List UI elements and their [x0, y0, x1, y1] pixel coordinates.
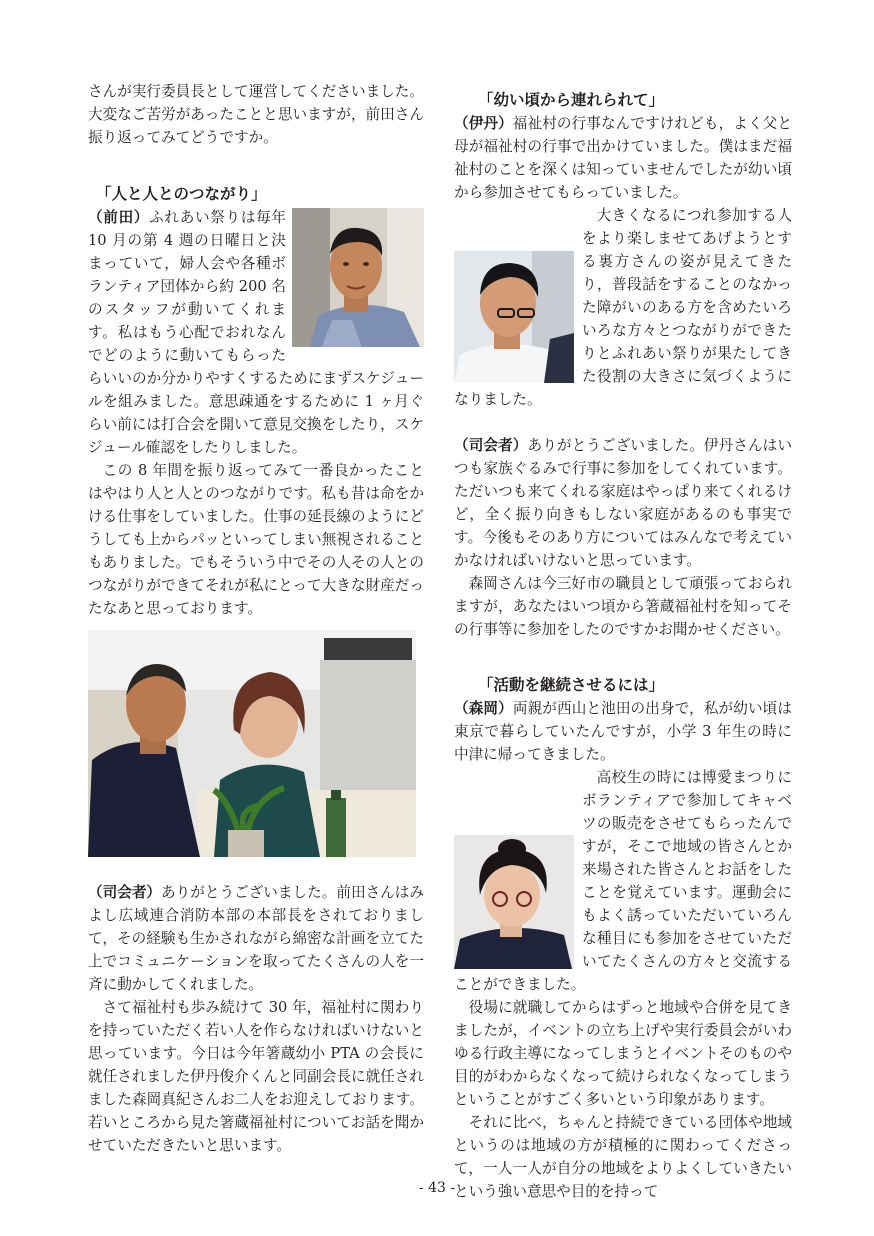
morioka-paragraph-1: （森岡）両親が西山と池田の出身で，私が幼い頃は東京で暮らしていたんですが，小学 3 年生の時に中津に帰ってきました。	[454, 700, 792, 763]
heading-connection: 「人と人とのつながり」	[96, 185, 267, 203]
morioka-paragraph-4: それに比べ，ちゃんと持続できている団体や地域というのは地域の方が積極的に関わってくださって，一人一人が自分の地域をよりよくしていきたいという強い意思や目的を持って	[454, 1114, 792, 1200]
maeda-paragraph-1: （前田）ふれあい祭りは毎年 10 月の第 4 週の日曜日と決まっていて，婦人会や各種ボランティア団体から約 200 名のスタッフが動いてくれます。私はもう心配でおれなんでどのように動いてもらったらいいのか分かりやすくするためにまずスケジュールを組みました。意思疎通をするために 1 ヶ月ぐらい前には打合会を開いて意見交換をしたり，スケジュール確認をしたりしました。	[88, 209, 424, 456]
right-column	[454, 80, 792, 1203]
mc-paragraph-1: （司会者）ありがとうございました。前田さんはみよし広域連合消防本部の本部長をされておりまして，その経験も生かされながら綿密な計画を立てた上でコミュニケーションを取ってたくさんの人を一斉に動かしてくれました。	[88, 884, 424, 993]
mc-right-paragraph-2: 森岡さんは今三好市の職員として頑張っておられますが，あなたはいつ頃から箸蔵福祉村を知ってその行事等に参加をしたのですかお聞かせください。	[454, 575, 792, 638]
morioka-paragraph-2: 高校生の時には博愛まつりにボランティアで参加してキャベツの販売をさせてもらったんですが，そこで地域の皆さんとか来場された皆さんとお話をしたことを覚えています。運動会にもよく誘っていただいていろんな種目にも参加をさせていただいてたくさんの方々と交流することができました。	[454, 769, 792, 993]
group-photo	[88, 630, 416, 857]
page-number: - 43 -	[418, 1180, 456, 1196]
heading-childhood: 「幼い頃から連れられて」	[478, 91, 665, 109]
itami-paragraph-2: 大きくなるにつれ参加する人をより楽しませてあげようとする裏方さんの姿が見えてきたり，普段話をすることのなかった障がいのある方を含めたいろいろな方々とつながりができたりとふれあい祭りが果たしてきた役割の大きさに気づくようになりました。	[454, 207, 792, 408]
itami-block	[454, 204, 792, 411]
left-column	[88, 80, 424, 1157]
speaker-mc-right: （司会者）	[454, 437, 528, 454]
speaker-morioka: （森岡）	[454, 700, 513, 717]
maeda-photo	[292, 208, 424, 347]
mc-right-paragraph-1: （司会者）ありがとうございました。伊丹さんはいつも家族ぐるみで行事に参加をしてくれています。ただいつも来てくれる家庭はやっぱり来てくれるけど，全く振り向きもしない家庭があるのも事実です。今後もそのあり方についてはみんなで考えていかなければいけないと思っています。	[454, 437, 792, 569]
speaker-maeda: （前田）	[88, 209, 150, 226]
morioka-block	[454, 766, 792, 1111]
heading-continuation: 「活動を継続させるには」	[478, 676, 665, 694]
mc-paragraph-2: さて福祉村も歩み続けて 30 年，福祉村に関わりを持っていただく若い人を作らなければいけないと思っています。今日は今年箸蔵幼小 PTA の会長に就任されました伊丹俊介くんと同副会長に就任されました森岡真紀さんお二人をお迎えしております。若いところから見た箸蔵福祉村についてお話を聞かせていただきたいと思います。	[88, 999, 424, 1154]
intro-paragraph: さんが実行委員長として運営してくださいました。大変なご苦労があったことと思いますが，前田さん振り返ってみてどうですか。	[88, 83, 424, 146]
speaker-mc: （司会者）	[88, 884, 162, 901]
itami-paragraph-1: （伊丹）福祉村の行事なんですけれども，よく父と母が福祉村の行事で出かけていました。僕はまだ福祉村のことを深くは知っていませんでしたが幼い頃から参加させてもらっていました。	[454, 115, 792, 201]
morioka-photo	[454, 835, 574, 969]
maeda-paragraph-2: この 8 年間を振り返ってみて一番良かったことはやはり人と人とのつながりです。私も昔は命をかける仕事をしていました。仕事の延長線のようにどうしても上からパッといってしまい無視されることもありました。でもそういう中でその人その人とのつながりができてそれが私にとって大きな財産だったなあと思っております。	[88, 462, 424, 617]
speaker-itami: （伊丹）	[454, 115, 513, 132]
morioka-paragraph-3: 役場に就職してからはずっと地域や合併を見てきましたが，イベントの立ち上げや実行委員会がいわゆる行政主導になってしまうとイベントそのものや目的がわからなくなって続けられなくなってしまうということがすごく多いという印象があります。	[454, 999, 792, 1108]
itami-photo	[454, 251, 574, 383]
